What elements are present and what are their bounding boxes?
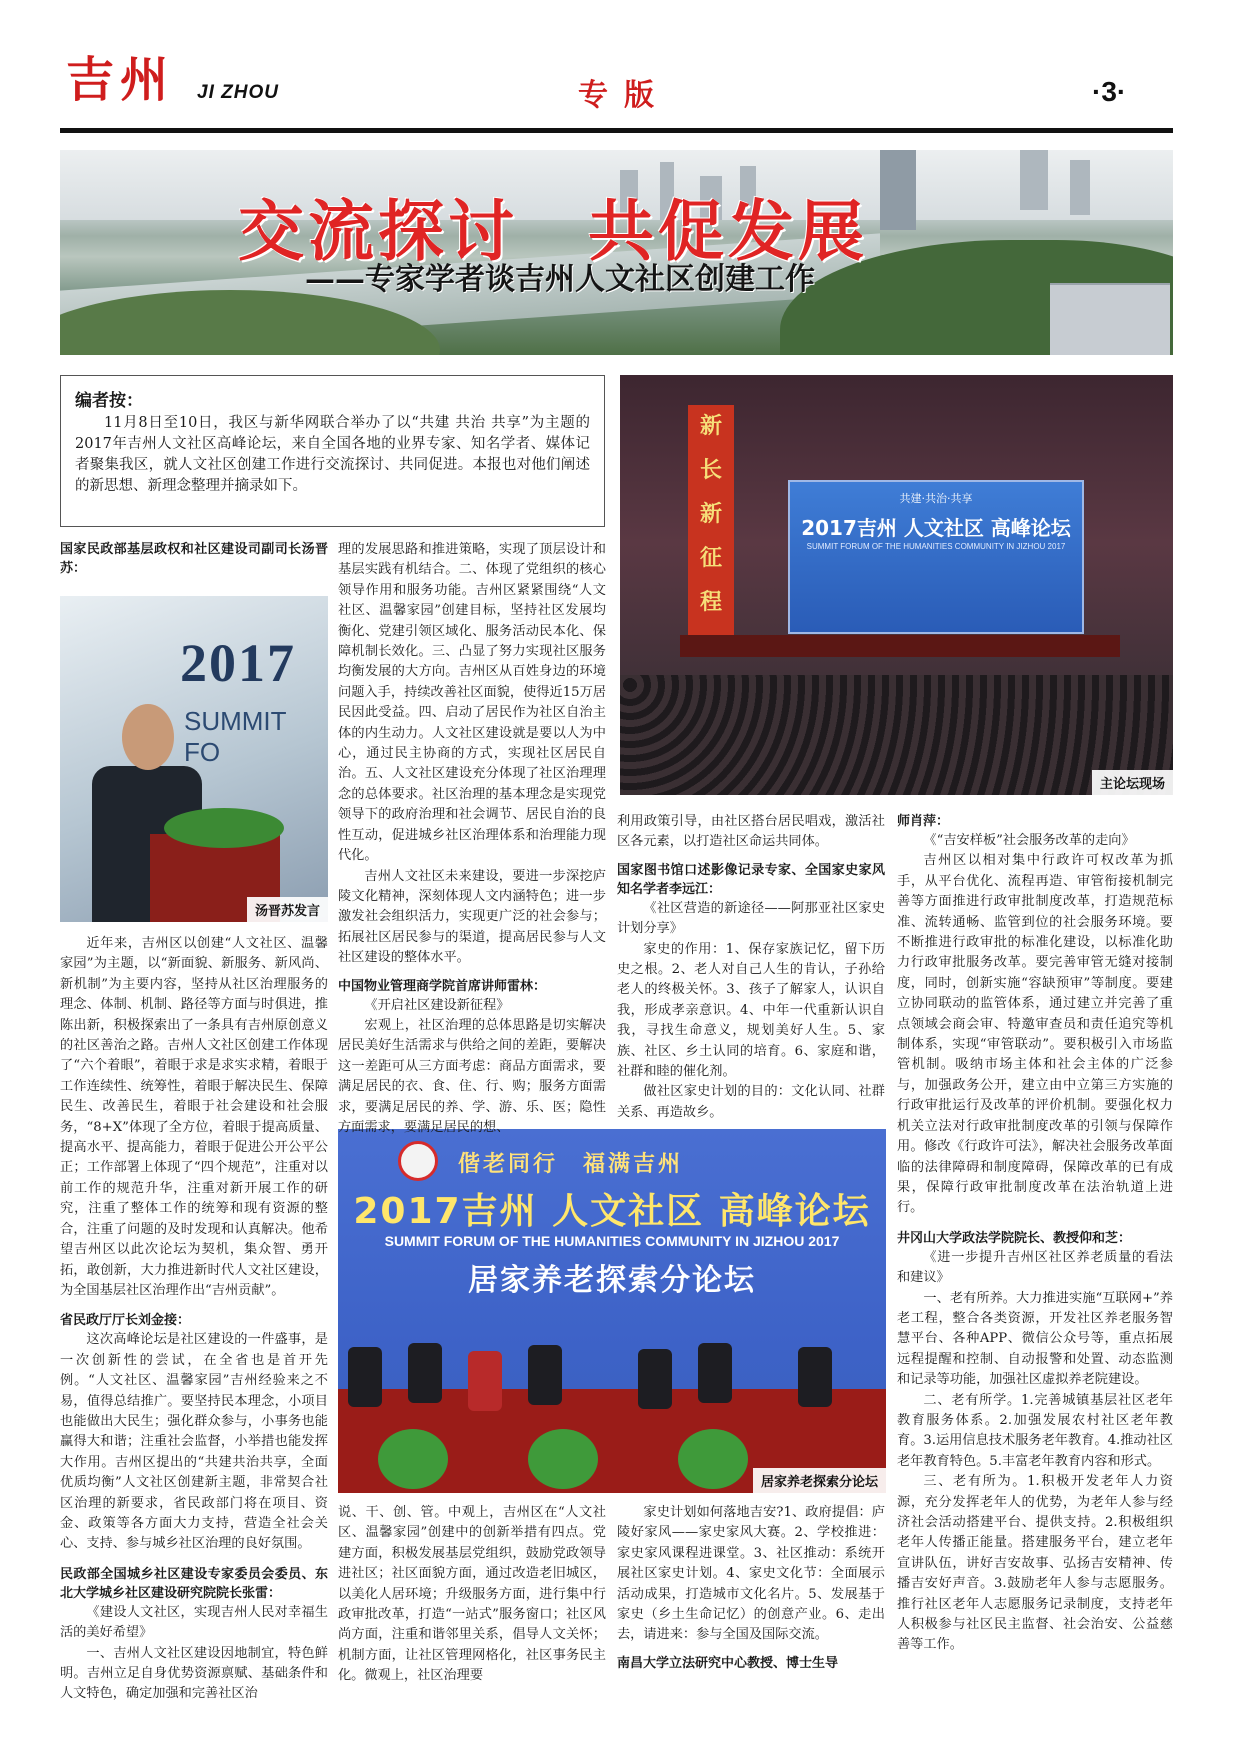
panelist-figure	[468, 1351, 502, 1411]
article-paragraph: 家史计划如何落地吉安?1、政府提倡：庐陵好家风——家史家风大赛。2、学校推进：家史家风课程进课堂。3、社区推动：系统开展社区家史计划。4、家史文化节：全面展示活动成果，打造城市文化名片。5、发展基于家史（乡土生命记忆）的创意产业。6、走出去，请进来：参与全国及国际交流。	[617, 1505, 885, 1643]
event-logo-icon	[398, 1141, 438, 1181]
article-paragraph: 近年来，吉州区以创建“人文社区、温馨家园”为主题，以“新面貌、新服务、新风尚、新机制”为主要内容，坚持从社区治理服务的理念、体制、机制、路径等方面与时俱进，推陈出新，积极探索出了一条具有吉州原创意义的社区善治之路。吉州人文社区创建工作体现了“六个着眼”，着眼于求是求实求精，着眼于工作连续性、统筹性，着眼于解决民生、保障民生、改善民生，着眼于社会建设和社会服务，“8+X”体现了全方位，着眼于提高质量、提高水平、提高能力，着眼于促进公开公平公正；工作部署上体现了“四个规范”，注重对以前工作的规范升华，注重对新开展工作的研究，注重了整体工作的统筹和现有资源的整合，注重了问题的及时发现和认真解决。他希望吉州区以此次论坛为契机，集众智、勇开拓，敢创新，大力推进新时代人文社区建设，为全国基层社区治理作出“吉州贡献”。	[60, 936, 328, 1298]
article-column-3	[617, 812, 885, 1123]
screen-subtext: SUMMIT FO	[184, 706, 287, 767]
article-paragraph: 利用政策引导，由社区搭台居民唱戏，激活社区各元素，以打造社区命运共同体。	[617, 814, 885, 850]
city-building	[1020, 150, 1048, 210]
headline-banner	[60, 150, 1173, 355]
main-forum-photo	[620, 375, 1173, 795]
section-name: 专版	[578, 78, 670, 113]
speaker-heading: 国家图书馆口述影像记录专家、全国家史家风知名学者李远江：	[617, 862, 885, 897]
article-paragraph: 吉州人文社区未来建设，要进一步深挖庐陵文化精神，深刻体现人文内涵特色；进一步激发社会组织活力，实现更广泛的社会参与；拓展社区居民参与的渠道，提高居民参与人文社区建设的整体水平。	[338, 868, 606, 966]
screen-year: 2017	[180, 633, 296, 693]
potted-plant	[528, 1429, 598, 1489]
newspaper-logo: 吉州	[66, 52, 175, 108]
article-paragraph: 做社区家史计划的目的：文化认同、社群关系、再造故乡。	[617, 1084, 885, 1120]
speaker-heading: 井冈山大学政法学院院长、教授仰和芝：	[897, 1230, 1132, 1246]
city-building	[880, 150, 916, 230]
panelist-figure	[408, 1343, 442, 1403]
editor-note-body: 11月8日至10日，我区与新华网联合举办了以“共建 共治 共享”为主题的2017年吉州人文社区高峰论坛，来自全国各地的业界专家、知名学者、媒体记者聚集我区，就人文社区创建工作进行交流探讨、共同促进。本报也对他们阐述的新思想、新理念整理并摘录如下。	[75, 415, 590, 494]
speaker-heading: 民政部全国城乡社区建设专家委员会委员、东北大学城乡社区建设研究院院长张雷：	[60, 1566, 328, 1601]
article-paragraph: 《建设人文社区，实现吉州人民对幸福生活的美好希望》	[60, 1604, 328, 1641]
side-red-banner: 新 长 新 征 程	[688, 405, 734, 645]
article-column-1	[60, 540, 328, 578]
article-paragraph: 吉州区以相对集中行政许可权改革为抓手，从平台优化、流程再造、审管衔接机制完善等方面推进行政审批制度改革，打造规范标准、流转通畅、监管到位的社会服务环境。要不断推进行政审批的标准化建设，以标准化助力行政审批服务改革。要完善审管无缝对接制度，同时，创新实施“容缺预审”等制度。要建立协同联动的监管体系，通过建立并完善了重点领域会商会审、特邀审查员和责任追究等机制体系，实现“审管联动”。要积极引入市场监管机制。吸纳市场主体和社会主体的广泛参与，加强政务公开，建立由中立第三方实施的行政审批运行及改革的评价机制。要强化权力机关立法对行政审批制度改革的引领与保障作用。修改《行政许可法》，解决社会服务改革面临的法律障碍和制度障碍，保障改革的已有成果，保障行政审批制度改革在法治轨道上进行。	[897, 853, 1173, 1216]
city-building	[1070, 160, 1090, 215]
potted-plant	[678, 1429, 748, 1489]
article-paragraph: 一、吉州人文社区建设因地制宜，特色鲜明。吉州立足自身优势资源禀赋、基础条件和人文特色，确定加强和完善社区治	[60, 1645, 328, 1702]
article-paragraph: 这次高峰论坛是社区建设的一件盛事，是一次创新性的尝试，在全省也是首开先例。“人文社区、温馨家园”吉州经验来之不易，值得总结推广。要坚持民本理念，小项目也能做出大民生；强化群众参与，小事务也能赢得大和谐；注重社会监督，小举措也能发挥大作用。吉州区提出的“共建共治共享，全面优质均衡”人文社区创建新主题，非常契合社区治理的新要求，省民政部门将在项目、资金、政策等各方面大力支持，营造全社会关心、支持、参与城乡社区治理的良好氛围。	[60, 1332, 328, 1552]
speaker-heading: 省民政厅厅长刘金接：	[60, 1313, 191, 1329]
photo-caption: 居家养老探索分论坛	[753, 1468, 886, 1493]
audience-crowd	[620, 675, 1173, 795]
article-column-4	[897, 812, 1173, 1656]
page-headline: 交流探讨 共促发展	[238, 193, 868, 270]
speaker-head	[122, 704, 174, 770]
subforum-photo	[338, 1129, 886, 1493]
subforum-screen-title: 2017吉州 人文社区 高峰论坛	[353, 1191, 871, 1232]
riverside-building	[1050, 283, 1170, 355]
speaker-heading: 中国物业管理商学院首席讲师雷林：	[338, 978, 547, 994]
potted-plant	[378, 1429, 448, 1489]
subforum-screen-english: SUMMIT FORUM OF THE HUMANITIES COMMUNITY IN JIZHOU 2017	[384, 1233, 840, 1249]
article-paragraph: 二、老有所学。1.完善城镇基层社区老年教育服务体系。2.加强发展农村社区老年教育。3.运用信息技术服务老年教育。4.推动社区老年教育特色。5.丰富老年教育内容和形式。	[897, 1392, 1173, 1469]
article-paragraph: 《社区营造的新途径——阿那亚社区家史计划分享》	[617, 900, 885, 937]
speaker-photo	[60, 596, 328, 922]
podium-flowers	[164, 808, 284, 848]
article-paragraph: 说、干、创、管。中观上，吉州区在“人文社区、温馨家园”创建中的创新举措有四点。党建方面，积极发展基层党组织，鼓励党政领导进社区；社区面貌方面，通过改造老旧城区，以美化人居环境；升级服务方面，进行集中行政审批改革，打造“一站式”服务窗口；社区风尚方面，注重和谐邻里关系，倡导人文关怀；机制方面，让社区管理网格化，社区事务民主化。微观上，社区治理要	[338, 1505, 606, 1684]
speaker-heading: 国家民政部基层政权和社区建设司副司长汤晋苏：	[60, 542, 328, 576]
panelist-figure	[528, 1345, 562, 1405]
panelist-figure	[698, 1343, 732, 1403]
article-column-1-cont	[60, 934, 328, 1705]
article-paragraph: 家史的作用：1、保存家族记忆，留下历史之根。2、老人对自己人生的肯认，子孙给老人的终极关怀。3、孩子了解家人，认识自我，形成孝亲意识。4、中年一代重新认识自我，寻找生命意义，规划美好人生。5、家族、社区、乡土认同的培育。6、家庭和谐，社群和睦的催化剂。	[617, 941, 885, 1080]
article-column-3-cont	[617, 1503, 885, 1673]
newspaper-latin-name: JI ZHOU	[197, 82, 279, 103]
article-column-2	[338, 540, 606, 1138]
page-number: ·3·	[1092, 76, 1127, 107]
article-paragraph: 《“吉安样板”社会服务改革的走向》	[923, 833, 1135, 848]
article-column-2-cont	[338, 1503, 606, 1687]
panelist-figure	[798, 1347, 832, 1407]
speaker-heading: 师肖萍：	[897, 814, 950, 829]
panelist-figure	[348, 1347, 382, 1407]
photo-caption: 汤晋苏发言	[247, 897, 328, 922]
photo-caption: 主论坛现场	[1092, 770, 1173, 795]
article-paragraph: 《进一步提升吉州区社区养老质量的看法和建议》	[897, 1249, 1173, 1286]
panelist-figure	[638, 1349, 672, 1409]
article-paragraph: 三、老有所为。1.积极开发老年人力资源，充分发挥老年人的优势，为老年人参与经济社会活动搭建平台、提供支持。2.积极组织老年人传播正能量。搭建服务平台，建立老年宣讲队伍，讲好吉安故事、弘扬吉安精神、传播吉安好声音。3.鼓励老年人参与志愿服务。推行社区老年人志愿服务记录制度，支持老年人积极参与社区民主监督、社会治安、公益慈善等工作。	[897, 1474, 1173, 1653]
editor-note-label: 编者按：	[75, 391, 143, 411]
subforum-slogan: 偕老同行 福满吉州	[458, 1152, 684, 1177]
article-paragraph: 宏观上，社区治理的总体思路是切实解决居民美好生活需求与供给之间的差距，要解决这一差距可从三方面考虑：商品方面需求，要满足居民的衣、食、住、行、购；服务方面需求，要满足居民的养、学、游、乐、医；隐性方面需求，要满足居民的想、	[338, 1017, 606, 1135]
page-subheadline: ——专家学者谈吉州人文社区创建工作	[305, 262, 815, 297]
masthead-rule	[60, 128, 1173, 133]
masthead	[0, 0, 1233, 135]
stage-screen: 共建·共治·共享 2017吉州 人文社区 高峰论坛 SUMMIT FORUM OF THE HUMANITIES COMMUNITY IN JIZHOU 2017	[788, 480, 1084, 634]
speaker-heading: 南昌大学立法研究中心教授、博士生导	[617, 1655, 839, 1671]
article-paragraph: 一、老有所养。大力推进实施“互联网+”养老工程，整合各类资源，开发社区养老服务智慧平台、各种APP、微信公众号等，重点拓展远程提醒和控制、自动报警和处置、动态监测和记录等功能，加强社区虚拟养老院建设。	[897, 1290, 1173, 1388]
subforum-screen-subtitle: 居家养老探索分论坛	[468, 1263, 756, 1298]
article-paragraph: 《开启社区建设新征程》	[364, 997, 510, 1013]
article-paragraph: 理的发展思路和推进策略，实现了顶层设计和基层实践有机结合。二、体现了党组织的核心领导作用和服务功能。吉州区紧紧围绕“人文社区、温馨家园”创建目标，坚持社区发展均衡化、党建引领区域化、服务活动民本化、保障机制长效化。三、凸显了努力实现社区服务均衡发展的大方向。吉州区从百姓身边的环境问题入手，持续改善社区面貌，使得近15万居民因此受益。四、启动了居民作为社区自治主体的内生动力。人文社区建设就是要以人为中心，通过民主协商的方式，实现社区居民自治。五、人文社区建设充分体现了社区治理理念的总体要求。社区治理的基本理念是实现党领导下的政府治理和社会调节、居民自治的良性互动，促进城乡社区治理体系和治理能力现代化。	[338, 542, 606, 864]
editor-note-box	[60, 375, 605, 527]
stage-floor	[680, 635, 1120, 657]
